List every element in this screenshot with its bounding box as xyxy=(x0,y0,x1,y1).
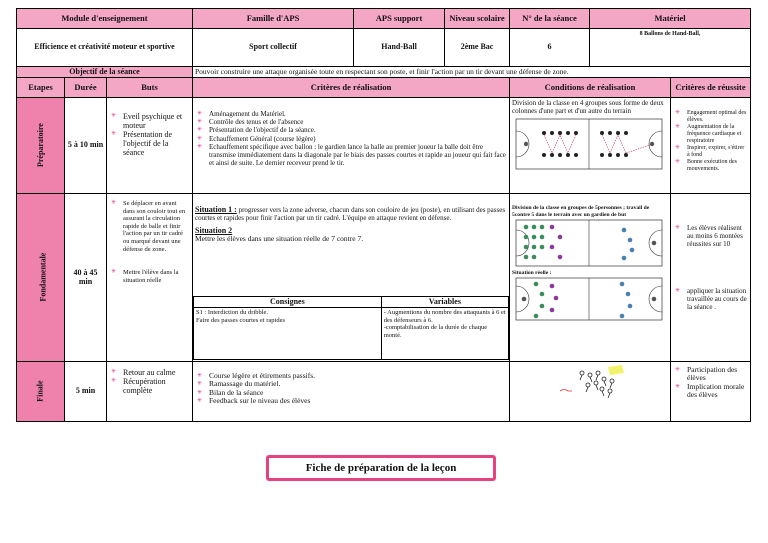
fiche-title: Fiche de préparation de la leçon xyxy=(266,455,496,481)
seance-value: 6 xyxy=(510,29,590,67)
fond-reussite xyxy=(671,194,751,362)
criteres-header: Critères de réalisation xyxy=(193,78,510,98)
module-header: Module d'enseignement xyxy=(17,9,193,29)
lesson-sheet xyxy=(16,8,750,422)
situation1-text: progresser vers la zone adverse, chacun dans son couloire de jeu (poste), en utilisant des passes courtes et rapides pour finir l'action par un tir cadré. L'équipe en attaque revient en défense. xyxy=(195,206,506,222)
prep-reussite xyxy=(671,98,751,194)
list-item: ✳ Récupération complète xyxy=(109,377,190,395)
fond-conditions xyxy=(510,194,671,362)
finale-criteres xyxy=(193,362,510,422)
objectif-label: Objectif de la séance xyxy=(17,67,193,78)
etapes-header: Etapes xyxy=(17,78,65,98)
duree-header: Durée xyxy=(65,78,107,98)
stage-preparatoire: Préparatoire xyxy=(17,98,65,194)
consignes-header: Consignes xyxy=(194,297,382,308)
conditions-header: Conditions de réalisation xyxy=(510,78,671,98)
prep-buts xyxy=(107,98,193,194)
fond-buts xyxy=(107,194,193,362)
seance-header: N° de la séance xyxy=(510,9,590,29)
fond-field-diagram-1 xyxy=(512,218,667,268)
fond-criteres xyxy=(193,194,510,362)
list-item: ✳ Les élèves réalisent au moins 6 montées réussites sur 10 xyxy=(673,224,748,249)
reussite-header: Critères de réussite xyxy=(671,78,751,98)
finale-conditions xyxy=(510,362,671,422)
list-item: ✳ Bilan de la séance xyxy=(195,389,507,397)
objectif-text: Pouvoir construire une attaque organisée toute en respectant son poste, et finir l'action par un tir devant une défense de zone. xyxy=(193,67,751,78)
list-item: ✳ Echauffement Général (course légère) xyxy=(195,135,507,143)
consignes-variables-table xyxy=(193,296,509,360)
fond-duree: 40 à 45 min xyxy=(65,194,107,362)
prep-conditions-text: Division de la classe en 4 groupes sous forme de deux colonnes d'une part et d'un autre du terrain xyxy=(512,99,664,116)
prep-criteres xyxy=(193,98,510,194)
niveau-header: Niveau scolaire xyxy=(445,9,510,29)
prep-duree: 5 à 10 min xyxy=(65,98,107,194)
finale-buts xyxy=(107,362,193,422)
variables-header: Variables xyxy=(381,297,508,308)
list-item: ✳ Présentation de l'objectif de la séance. xyxy=(195,126,507,134)
materiel-header: Matériel xyxy=(590,9,751,29)
aps-value: Hand-Ball xyxy=(354,29,445,67)
stage-fondamentale: Fondamentale xyxy=(17,194,65,362)
list-item: ✳ Eveil psychique et moteur xyxy=(109,112,190,130)
list-item: ✳ Ramassage du matériel. xyxy=(195,380,507,388)
list-item: ✳ Participation des élèves xyxy=(673,366,748,383)
list-item: ✳ Contrôle des tenus et de l'absence xyxy=(195,118,507,126)
consignes-text: S1 : Interdiction du dribble. Faire des passes courtes et rapides xyxy=(194,308,382,360)
famille-value: Sport collectif xyxy=(193,29,354,67)
fond-conditions-text: Division de la classe en groupes de 5personnes ; travail de 5contre 5 dans le terrain avec un gardien de but xyxy=(512,205,650,218)
niveau-value: 2ème Bac xyxy=(445,29,510,67)
list-item: ✳ Retour au calme xyxy=(109,368,190,377)
list-item: ✳ Inspirer, expirer, s'étirer à fond xyxy=(673,145,748,159)
list-item: ✳ Se déplacer en avant dans son couloir tout en assurant la circulation rapide de balle et finir l'action par un tir cadré ou marqué devant une défense de zone. xyxy=(109,200,190,253)
list-item: ✳ Aménagement du Matériel. xyxy=(195,110,507,118)
situation2-text: Mettre les élèves dans une situation réelle de 7 contre 7. xyxy=(195,234,364,244)
famille-header: Famille d'APS xyxy=(193,9,354,29)
situation-reelle-label: Situation réelle : xyxy=(512,270,552,277)
fond-field-diagram-2 xyxy=(512,276,667,322)
variables-text: - Augmentions du nombre des attaquants à 6 et des défenseurs à 6. -comptabilisation de la durée de chaque monté. xyxy=(381,308,508,360)
list-item: ✳ Echauffement spécifique avec ballon : le gardien lance la balle au premier joueur la balle doit être transmise immédiatement dans la diagonale par le biais des passes courtes et rapide au joueur qui fait face et ainsi de suite. Le dernier receveur prend le tir. xyxy=(195,143,507,168)
stretching-figures-illustration xyxy=(512,363,667,413)
list-item: ✳ Implication morale des élèves xyxy=(673,383,748,400)
list-item: ✳ Mettre l'élève dans la situation réelle xyxy=(109,269,190,284)
aps-header: APS support xyxy=(354,9,445,29)
list-item: ✳ appliquer la situation travaillée au cours de la séance . xyxy=(673,287,748,312)
buts-header: Buts xyxy=(107,78,193,98)
list-item: ✳ Augmentation de la fréquence cardiaque et respiratoire xyxy=(673,124,748,145)
list-item: ✳ Course légère et étirements passifs. xyxy=(195,372,507,380)
module-value: Efficience et créativité moteur et sportive xyxy=(17,29,193,67)
materiel-value: 8 Ballons de Hand-Ball, xyxy=(590,29,751,67)
list-item: ✳ Feedback sur le niveau des élèves xyxy=(195,397,507,405)
situation1-title: Situation 1 : xyxy=(195,205,237,214)
lesson-table xyxy=(16,8,751,422)
finale-reussite xyxy=(671,362,751,422)
prep-conditions xyxy=(510,98,671,194)
situation2-title: Situation 2 xyxy=(195,226,233,235)
stage-finale: Finale xyxy=(17,362,65,422)
list-item: ✳ Présentation de l'objectif de la séance xyxy=(109,130,190,157)
list-item: ✳ Engagement optimal des élèves. xyxy=(673,110,748,124)
finale-duree: 5 min xyxy=(65,362,107,422)
list-item: ✳ Bonne exécution des mouvements. xyxy=(673,159,748,173)
prep-field-diagram xyxy=(512,115,667,173)
